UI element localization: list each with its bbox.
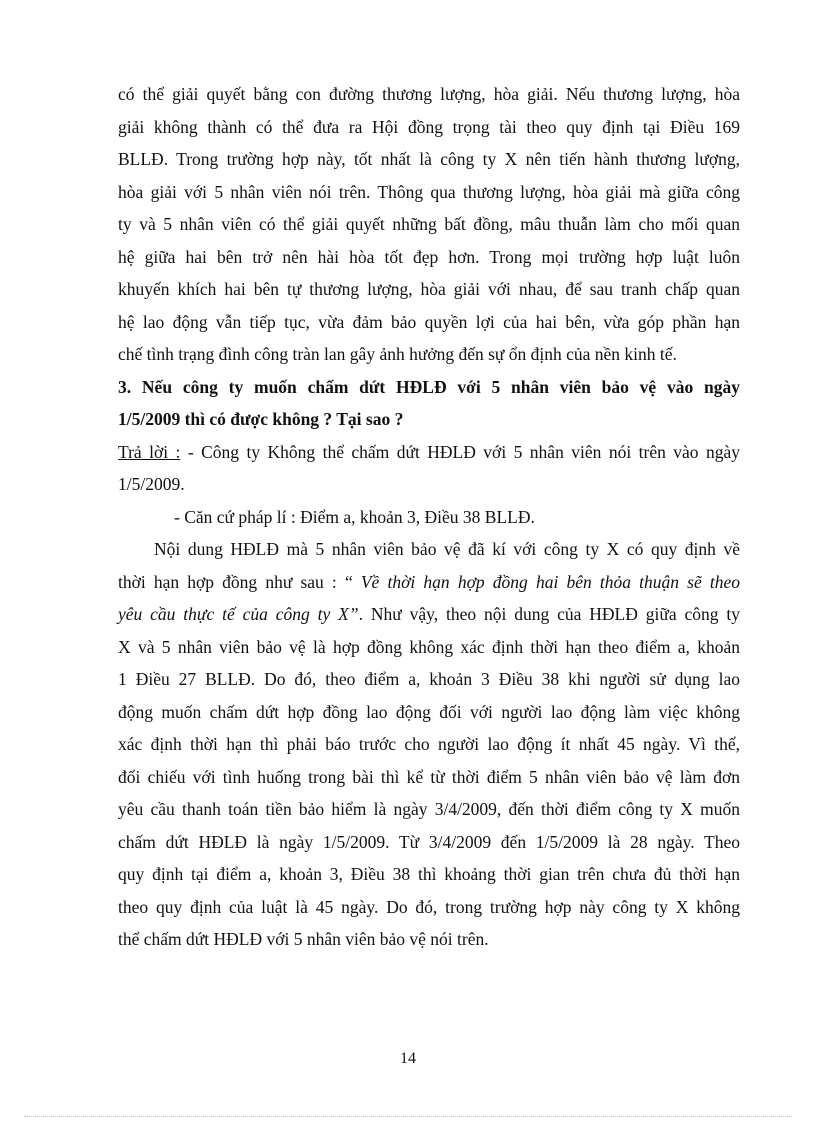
paragraph-line: xác định thời hạn thì phải báo trước cho người lao động ít nhất 45 ngày. Vì thế, <box>118 734 740 754</box>
paragraph-line: giải không thành có thể đưa ra Hội đồng trọng tài theo quy định tại Điều 169 <box>118 116 740 137</box>
paragraph-line: chế tình trạng đình công tràn lan gây ảnh hưởng đến sự ổn định của nền kinh tế. <box>118 344 677 364</box>
text-span: . Như vậy, theo nội dung của HĐLĐ giữa công ty <box>358 604 740 624</box>
paragraph-line: X và 5 nhân viên bảo vệ là hợp đồng không xác định thời hạn theo điểm a, khoản <box>118 636 740 657</box>
paragraph-line: khuyến khích hai bên tự thương lượng, hòa giải với nhau, để sau tranh chấp quan <box>118 279 740 299</box>
paragraph-line: thể chấm dứt HĐLĐ với 5 nhân viên bảo vệ nói trên. <box>118 929 489 949</box>
question-heading: 1/5/2009 thì có được không ? Tại sao ? <box>118 409 404 429</box>
answer-text: - Công ty Không thể chấm dứt HĐLĐ với 5 nhân viên nói trên vào ngày <box>180 441 740 462</box>
paragraph-line: 1 Điều 27 BLLĐ. Do đó, theo điểm a, khoản 3 Điều 38 khi người sử dụng lao <box>118 669 740 689</box>
quoted-clause: yêu cầu thực tế của công ty X” <box>118 604 359 624</box>
paragraph-line: đối chiếu với tình huống trong bài thì kể từ thời điểm 5 nhân viên bảo vệ làm đơn <box>118 766 740 787</box>
question-heading: 3. Nếu công ty muốn chấm dứt HĐLĐ với 5 nhân viên bảo vệ vào ngày <box>118 376 740 397</box>
page-number: 14 <box>400 1050 416 1067</box>
paragraph-line <box>118 566 740 599</box>
quoted-clause: Về thời hạn hợp đồng hai bên thỏa thuận sẽ theo <box>360 571 740 592</box>
paragraph-line: hệ giữa hai bên trở nên hài hòa tốt đẹp hơn. Trong mọi trường hợp luật luôn <box>118 246 740 267</box>
answer-line <box>118 436 740 469</box>
paragraph-line: theo quy định của luật là 45 ngày. Do đó, trong trường hợp này công ty X không <box>118 896 740 917</box>
paragraph-line: quy định tại điểm a, khoản 3, Điều 38 thì khoảng thời gian trên chưa đủ thời hạn <box>118 864 740 884</box>
paragraph-line <box>118 598 740 631</box>
paragraph-line: có thể giải quyết bằng con đường thương lượng, hòa giải. Nếu thương lượng, hòa <box>118 84 740 104</box>
text-span: thời hạn hợp đồng như sau : “ <box>118 571 361 592</box>
paragraph-line: chấm dứt HĐLĐ là ngày 1/5/2009. Từ 3/4/2009 đến 1/5/2009 là 28 ngày. Theo <box>118 831 740 852</box>
paragraph-line: hòa giải với 5 nhân viên nói trên. Thông qua thương lượng, hòa giải mà giữa công <box>118 181 740 202</box>
legal-basis: - Căn cứ pháp lí : Điểm a, khoản 3, Điều 38 BLLĐ. <box>174 506 535 527</box>
paragraph-line: Nội dung HĐLĐ mà 5 nhân viên bảo vệ đã kí với công ty X có quy định về <box>154 539 740 559</box>
paragraph-line: ty và 5 nhân viên có thể giải quyết những bất đồng, mâu thuẫn làm cho mối quan <box>118 214 740 234</box>
paragraph-line: BLLĐ. Trong trường hợp này, tốt nhất là công ty X nên tiến hành thương lượng, <box>118 149 740 169</box>
paragraph-line: yêu cầu thanh toán tiền bảo hiểm là ngày 3/4/2009, đến thời điểm công ty X muốn <box>118 799 740 819</box>
paragraph-line: hệ lao động vẫn tiếp tục, vừa đảm bảo quyền lợi của hai bên, vừa góp phần hạn <box>118 311 740 332</box>
answer-label: Trả lời : <box>118 441 181 462</box>
page-border-line <box>24 1116 792 1117</box>
answer-line: 1/5/2009. <box>118 474 185 494</box>
paragraph-line: động muốn chấm dứt hợp đồng lao động đối với người lao động làm việc không <box>118 701 740 722</box>
body-text <box>118 78 740 956</box>
